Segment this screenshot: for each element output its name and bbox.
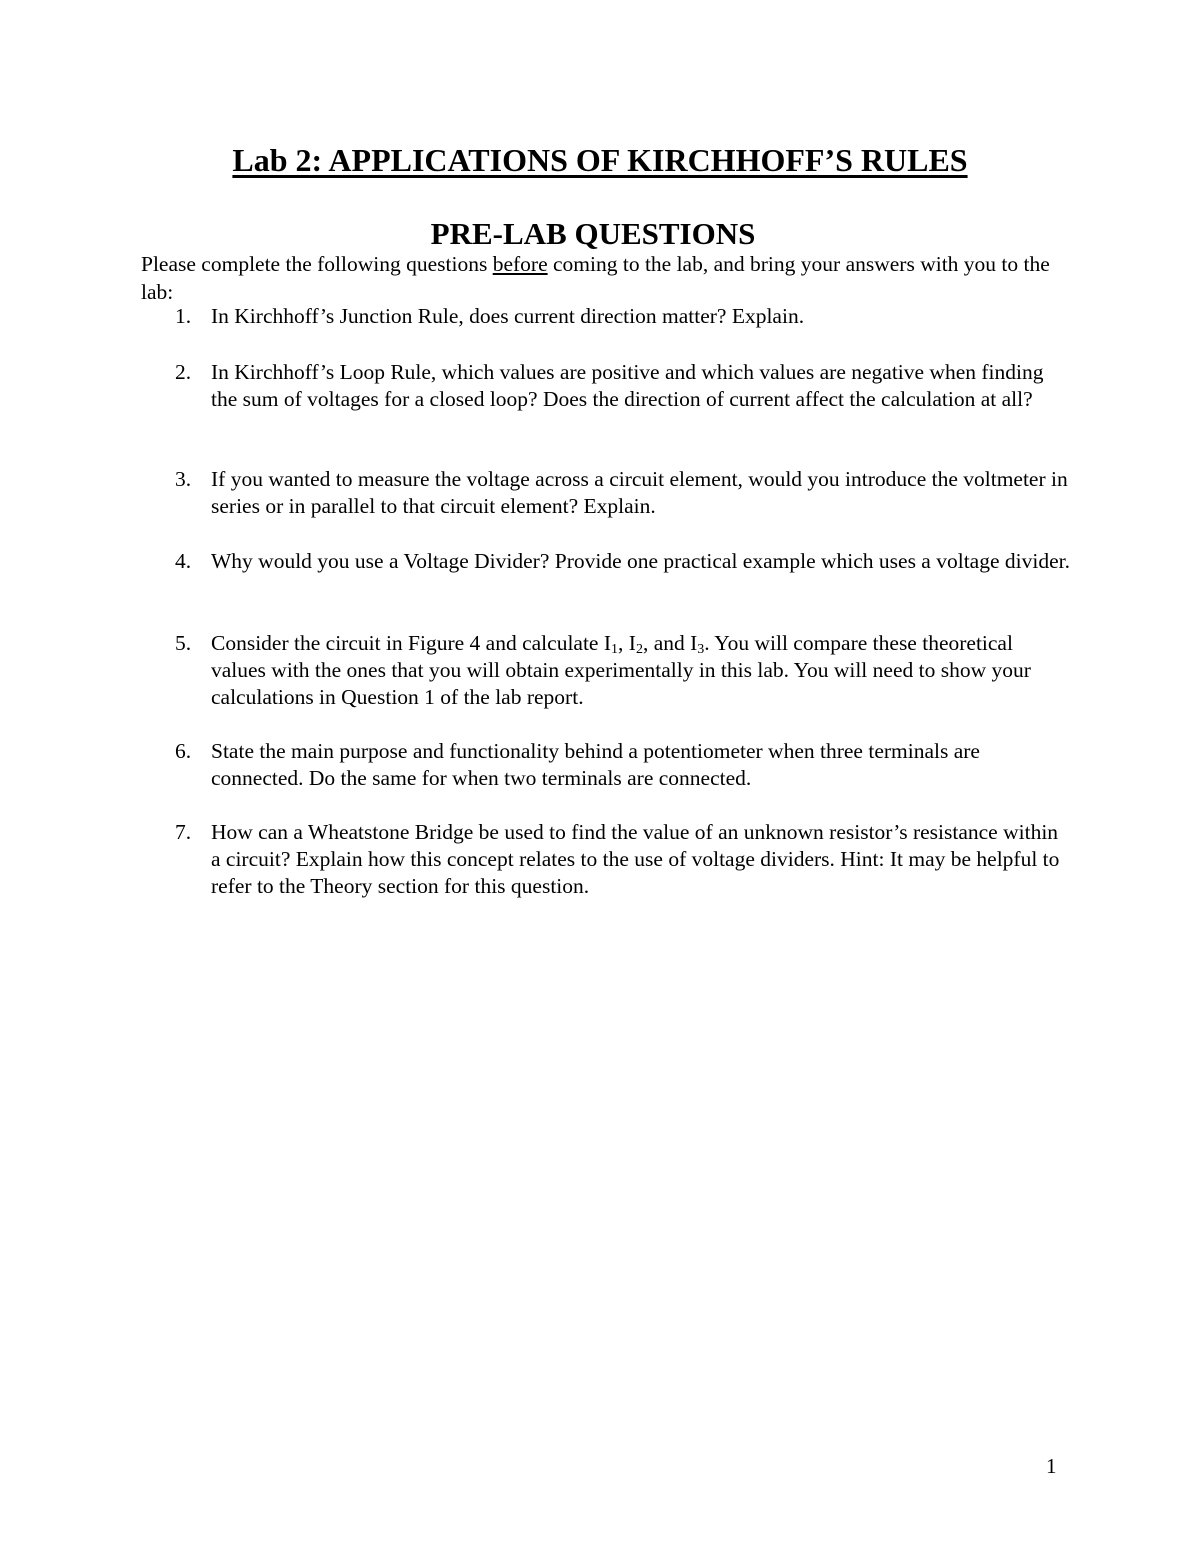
question-text: State the main purpose and functionality behind a potentiometer when three terminals are connected. Do the same for when two terminals are connected.: [211, 739, 980, 791]
q5-subscript-3: 3: [697, 642, 705, 657]
page-number: 1: [1046, 1454, 1057, 1478]
document-title: Lab 2: APPLICATIONS OF KIRCHHOFF’S RULES: [232, 142, 968, 178]
question-text: Why would you use a Voltage Divider? Provide one practical example which uses a voltage divider.: [211, 549, 1070, 573]
question-text: [211, 630, 1071, 712]
q5-part-1: Consider the circuit in Figure 4 and calculate I: [211, 631, 612, 655]
q5-part-2: , I: [618, 631, 636, 655]
question-text: If you wanted to measure the voltage across a circuit element, would you introduce the voltmeter in series or in parallel to that circuit element? Explain.: [211, 467, 1068, 519]
q5-part-4: . You will compare these theoretical values with the ones that you will obtain experimentally in this lab. You will need to show your calculations in Question 1 of the lab report.: [211, 631, 1031, 710]
question-number: 5.: [175, 631, 192, 655]
q5-part-3: , and I: [642, 631, 698, 655]
question-text: In Kirchhoff’s Junction Rule, does current direction matter? Explain.: [211, 304, 805, 328]
intro-text-end: coming to the lab, and bring your answers with you to the lab:: [141, 252, 1050, 304]
question-number: 7.: [175, 820, 192, 844]
section-heading: PRE-LAB QUESTIONS: [430, 216, 756, 251]
q5-subscript-2: 2: [635, 642, 643, 657]
question-number: 2.: [175, 360, 192, 384]
question-number: 1.: [175, 304, 192, 328]
question-number: 6.: [175, 739, 192, 763]
question-number: 3.: [175, 467, 192, 491]
question-text: How can a Wheatstone Bridge be used to find the value of an unknown resistor’s resistance within a circuit? Explain how this concept relates to the use of voltage dividers. Hint: It may be helpful to refer to the Theory section for this question.: [211, 820, 1060, 899]
question-number: 4.: [175, 549, 192, 573]
intro-underlined-word: before: [492, 252, 548, 276]
intro-text-start: Please complete the following questions: [141, 252, 493, 276]
q5-subscript-1: 1: [611, 642, 619, 657]
question-text: In Kirchhoff’s Loop Rule, which values are positive and which values are negative when finding the sum of voltages for a closed loop? Does the direction of current affect the calculation at all?: [211, 360, 1044, 412]
intro-paragraph: [141, 250, 1061, 306]
